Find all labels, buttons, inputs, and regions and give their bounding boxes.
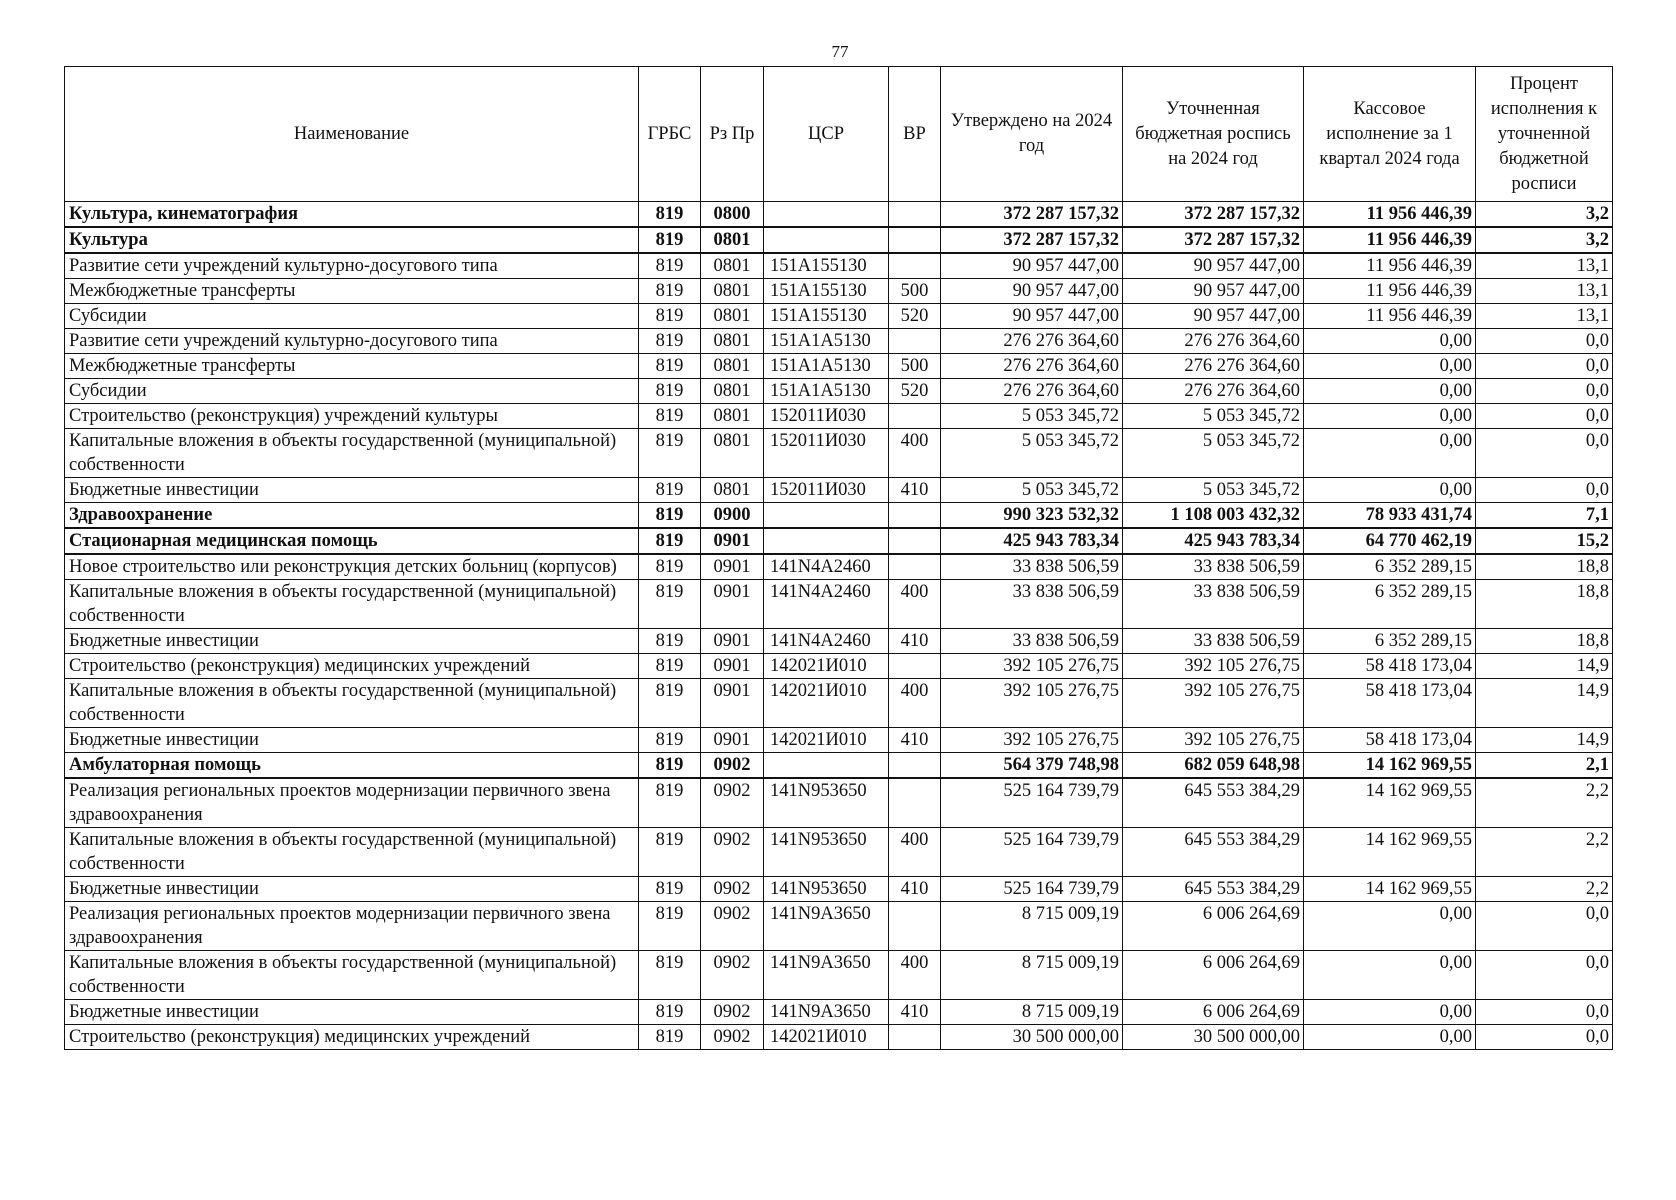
cell-refined: 1 108 003 432,32 <box>1123 503 1304 529</box>
cell-grbs: 819 <box>639 629 701 654</box>
cell-name: Межбюджетные трансферты <box>65 279 639 304</box>
cell-grbs: 819 <box>639 429 701 478</box>
table-row-section <box>65 503 1613 529</box>
cell-percent: 14,9 <box>1476 728 1613 753</box>
cell-csr: 142021И010 <box>764 1025 889 1050</box>
cell-approved: 90 957 447,00 <box>941 253 1123 279</box>
cell-refined: 392 105 276,75 <box>1123 728 1304 753</box>
table-row-section <box>65 202 1613 228</box>
cell-cash: 0,00 <box>1304 902 1476 951</box>
cell-name: Капитальные вложения в объекты государственной (муниципальной) собственности <box>65 828 639 877</box>
cell-rzpr: 0902 <box>701 902 764 951</box>
cell-cash: 0,00 <box>1304 478 1476 503</box>
cell-approved: 392 105 276,75 <box>941 728 1123 753</box>
cell-name: Новое строительство или реконструкция детских больниц (корпусов) <box>65 554 639 580</box>
cell-vr: 520 <box>889 379 941 404</box>
cell-csr: 151A1A5130 <box>764 379 889 404</box>
cell-csr: 141N4A2460 <box>764 580 889 629</box>
cell-approved: 425 943 783,34 <box>941 528 1123 554</box>
cell-vr <box>889 1025 941 1050</box>
cell-refined: 6 006 264,69 <box>1123 1000 1304 1025</box>
cell-refined: 276 276 364,60 <box>1123 354 1304 379</box>
cell-refined: 5 053 345,72 <box>1123 478 1304 503</box>
cell-name: Культура, кинематография <box>65 202 639 228</box>
cell-rzpr: 0901 <box>701 580 764 629</box>
cell-cash: 58 418 173,04 <box>1304 654 1476 679</box>
cell-cash: 58 418 173,04 <box>1304 679 1476 728</box>
cell-rzpr: 0901 <box>701 528 764 554</box>
cell-rzpr: 0801 <box>701 478 764 503</box>
cell-rzpr: 0901 <box>701 679 764 728</box>
cell-name: Капитальные вложения в объекты государственной (муниципальной) собственности <box>65 429 639 478</box>
cell-refined: 5 053 345,72 <box>1123 429 1304 478</box>
table-row <box>65 253 1613 279</box>
table-row-section <box>65 528 1613 554</box>
cell-csr: 152011И030 <box>764 429 889 478</box>
cell-approved: 990 323 532,32 <box>941 503 1123 529</box>
cell-vr: 410 <box>889 877 941 902</box>
cell-csr <box>764 753 889 779</box>
cell-grbs: 819 <box>639 478 701 503</box>
cell-grbs: 819 <box>639 654 701 679</box>
cell-percent: 0,0 <box>1476 354 1613 379</box>
cell-percent: 18,8 <box>1476 629 1613 654</box>
cell-cash: 14 162 969,55 <box>1304 753 1476 779</box>
cell-vr <box>889 654 941 679</box>
cell-name: Бюджетные инвестиции <box>65 728 639 753</box>
cell-csr: 151A155130 <box>764 279 889 304</box>
cell-cash: 11 956 446,39 <box>1304 304 1476 329</box>
table-row <box>65 279 1613 304</box>
cell-percent: 18,8 <box>1476 580 1613 629</box>
cell-cash: 0,00 <box>1304 951 1476 1000</box>
cell-grbs: 819 <box>639 379 701 404</box>
cell-approved: 392 105 276,75 <box>941 679 1123 728</box>
cell-percent: 0,0 <box>1476 1000 1613 1025</box>
table-row <box>65 629 1613 654</box>
cell-refined: 645 553 384,29 <box>1123 828 1304 877</box>
table-row <box>65 877 1613 902</box>
cell-vr <box>889 202 941 228</box>
cell-rzpr: 0902 <box>701 1000 764 1025</box>
cell-name: Субсидии <box>65 379 639 404</box>
cell-cash: 0,00 <box>1304 429 1476 478</box>
cell-cash: 14 162 969,55 <box>1304 877 1476 902</box>
cell-name: Реализация региональных проектов модернизации первичного звена здравоохранения <box>65 902 639 951</box>
cell-csr <box>764 227 889 253</box>
cell-percent: 13,1 <box>1476 253 1613 279</box>
cell-refined: 6 006 264,69 <box>1123 902 1304 951</box>
cell-csr: 142021И010 <box>764 728 889 753</box>
table-row <box>65 728 1613 753</box>
table-row-section <box>65 753 1613 779</box>
table-row <box>65 778 1613 828</box>
cell-name: Реализация региональных проектов модернизации первичного звена здравоохранения <box>65 778 639 828</box>
cell-cash: 64 770 462,19 <box>1304 528 1476 554</box>
cell-cash: 0,00 <box>1304 404 1476 429</box>
cell-cash: 6 352 289,15 <box>1304 629 1476 654</box>
cell-grbs: 819 <box>639 554 701 580</box>
cell-refined: 33 838 506,59 <box>1123 629 1304 654</box>
cell-csr: 141N4A2460 <box>764 554 889 580</box>
cell-name: Бюджетные инвестиции <box>65 629 639 654</box>
cell-refined: 392 105 276,75 <box>1123 679 1304 728</box>
budget-execution-table <box>64 66 1613 1050</box>
cell-vr: 400 <box>889 580 941 629</box>
header-rzpr: Рз Пр <box>701 67 764 202</box>
cell-rzpr: 0902 <box>701 1025 764 1050</box>
table-row <box>65 679 1613 728</box>
cell-approved: 276 276 364,60 <box>941 354 1123 379</box>
cell-name: Бюджетные инвестиции <box>65 478 639 503</box>
table-row <box>65 304 1613 329</box>
header-grbs: ГРБС <box>639 67 701 202</box>
cell-refined: 682 059 648,98 <box>1123 753 1304 779</box>
cell-rzpr: 0901 <box>701 554 764 580</box>
cell-csr <box>764 503 889 529</box>
cell-refined: 33 838 506,59 <box>1123 580 1304 629</box>
cell-refined: 276 276 364,60 <box>1123 379 1304 404</box>
cell-approved: 525 164 739,79 <box>941 877 1123 902</box>
cell-approved: 5 053 345,72 <box>941 478 1123 503</box>
cell-percent: 2,2 <box>1476 828 1613 877</box>
cell-rzpr: 0801 <box>701 227 764 253</box>
cell-approved: 33 838 506,59 <box>941 580 1123 629</box>
cell-cash: 11 956 446,39 <box>1304 279 1476 304</box>
table-row <box>65 902 1613 951</box>
cell-cash: 0,00 <box>1304 329 1476 354</box>
cell-grbs: 819 <box>639 902 701 951</box>
cell-vr: 410 <box>889 1000 941 1025</box>
cell-approved: 30 500 000,00 <box>941 1025 1123 1050</box>
table-row <box>65 951 1613 1000</box>
table-row <box>65 478 1613 503</box>
cell-name: Капитальные вложения в объекты государственной (муниципальной) собственности <box>65 580 639 629</box>
page-number: 77 <box>831 42 849 61</box>
table-row <box>65 828 1613 877</box>
cell-vr: 500 <box>889 354 941 379</box>
cell-percent: 0,0 <box>1476 429 1613 478</box>
cell-approved: 5 053 345,72 <box>941 429 1123 478</box>
cell-grbs: 819 <box>639 728 701 753</box>
cell-refined: 425 943 783,34 <box>1123 528 1304 554</box>
cell-name: Стационарная медицинская помощь <box>65 528 639 554</box>
cell-vr: 400 <box>889 951 941 1000</box>
cell-csr: 151A1A5130 <box>764 354 889 379</box>
cell-approved: 33 838 506,59 <box>941 554 1123 580</box>
cell-vr: 400 <box>889 429 941 478</box>
header-cash: Кассовое исполнение за 1 квартал 2024 года <box>1304 67 1476 202</box>
cell-csr: 151A1A5130 <box>764 329 889 354</box>
cell-cash: 0,00 <box>1304 379 1476 404</box>
cell-name: Капитальные вложения в объекты государственной (муниципальной) собственности <box>65 679 639 728</box>
cell-percent: 13,1 <box>1476 279 1613 304</box>
cell-csr: 142021И010 <box>764 654 889 679</box>
cell-name: Амбулаторная помощь <box>65 753 639 779</box>
cell-refined: 645 553 384,29 <box>1123 778 1304 828</box>
cell-percent: 14,9 <box>1476 679 1613 728</box>
cell-approved: 90 957 447,00 <box>941 304 1123 329</box>
table-row <box>65 404 1613 429</box>
cell-rzpr: 0900 <box>701 503 764 529</box>
cell-csr: 141N953650 <box>764 778 889 828</box>
cell-approved: 525 164 739,79 <box>941 778 1123 828</box>
cell-vr <box>889 753 941 779</box>
cell-rzpr: 0902 <box>701 877 764 902</box>
cell-refined: 372 287 157,32 <box>1123 202 1304 228</box>
cell-rzpr: 0801 <box>701 329 764 354</box>
cell-vr <box>889 227 941 253</box>
cell-percent: 14,9 <box>1476 654 1613 679</box>
cell-name: Культура <box>65 227 639 253</box>
cell-percent: 0,0 <box>1476 379 1613 404</box>
cell-cash: 58 418 173,04 <box>1304 728 1476 753</box>
cell-name: Капитальные вложения в объекты государственной (муниципальной) собственности <box>65 951 639 1000</box>
cell-name: Бюджетные инвестиции <box>65 877 639 902</box>
cell-vr: 400 <box>889 679 941 728</box>
cell-csr: 151A155130 <box>764 304 889 329</box>
cell-percent: 15,2 <box>1476 528 1613 554</box>
cell-csr: 141N9A3650 <box>764 951 889 1000</box>
cell-grbs: 819 <box>639 877 701 902</box>
cell-name: Развитие сети учреждений культурно-досугового типа <box>65 329 639 354</box>
cell-csr: 141N953650 <box>764 828 889 877</box>
cell-vr: 410 <box>889 629 941 654</box>
header-vr: ВР <box>889 67 941 202</box>
cell-percent: 0,0 <box>1476 329 1613 354</box>
cell-percent: 0,0 <box>1476 478 1613 503</box>
cell-vr: 520 <box>889 304 941 329</box>
cell-grbs: 819 <box>639 503 701 529</box>
cell-csr: 142021И010 <box>764 679 889 728</box>
cell-approved: 276 276 364,60 <box>941 379 1123 404</box>
cell-rzpr: 0801 <box>701 379 764 404</box>
cell-cash: 14 162 969,55 <box>1304 828 1476 877</box>
cell-percent: 2,1 <box>1476 753 1613 779</box>
cell-grbs: 819 <box>639 304 701 329</box>
header-row <box>65 67 1613 202</box>
cell-cash: 0,00 <box>1304 1000 1476 1025</box>
cell-vr <box>889 253 941 279</box>
table-row-section <box>65 227 1613 253</box>
table-row <box>65 329 1613 354</box>
cell-approved: 525 164 739,79 <box>941 828 1123 877</box>
cell-grbs: 819 <box>639 528 701 554</box>
cell-cash: 0,00 <box>1304 354 1476 379</box>
cell-csr: 141N9A3650 <box>764 1000 889 1025</box>
cell-grbs: 819 <box>639 778 701 828</box>
cell-percent: 2,2 <box>1476 877 1613 902</box>
cell-vr: 410 <box>889 478 941 503</box>
cell-name: Субсидии <box>65 304 639 329</box>
cell-vr <box>889 404 941 429</box>
cell-grbs: 819 <box>639 329 701 354</box>
cell-approved: 5 053 345,72 <box>941 404 1123 429</box>
cell-rzpr: 0801 <box>701 404 764 429</box>
header-refined: Уточненная бюджетная роспись на 2024 год <box>1123 67 1304 202</box>
header-csr: ЦСР <box>764 67 889 202</box>
cell-grbs: 819 <box>639 253 701 279</box>
cell-rzpr: 0800 <box>701 202 764 228</box>
cell-refined: 6 006 264,69 <box>1123 951 1304 1000</box>
cell-vr <box>889 778 941 828</box>
cell-cash: 11 956 446,39 <box>1304 253 1476 279</box>
table-row <box>65 1000 1613 1025</box>
table-row <box>65 554 1613 580</box>
cell-name: Строительство (реконструкция) медицинских учреждений <box>65 1025 639 1050</box>
cell-csr: 151A155130 <box>764 253 889 279</box>
cell-name: Развитие сети учреждений культурно-досугового типа <box>65 253 639 279</box>
cell-vr <box>889 554 941 580</box>
cell-cash: 78 933 431,74 <box>1304 503 1476 529</box>
cell-cash: 11 956 446,39 <box>1304 227 1476 253</box>
cell-refined: 645 553 384,29 <box>1123 877 1304 902</box>
cell-csr <box>764 202 889 228</box>
cell-csr: 141N4A2460 <box>764 629 889 654</box>
header-approved: Утверждено на 2024 год <box>941 67 1123 202</box>
cell-grbs: 819 <box>639 279 701 304</box>
cell-approved: 33 838 506,59 <box>941 629 1123 654</box>
cell-name: Строительство (реконструкция) учреждений культуры <box>65 404 639 429</box>
cell-grbs: 819 <box>639 753 701 779</box>
table-body <box>65 202 1613 1050</box>
cell-percent: 13,1 <box>1476 304 1613 329</box>
cell-csr: 141N953650 <box>764 877 889 902</box>
table-row <box>65 1025 1613 1050</box>
cell-rzpr: 0902 <box>701 951 764 1000</box>
table-row <box>65 429 1613 478</box>
cell-cash: 6 352 289,15 <box>1304 580 1476 629</box>
cell-cash: 0,00 <box>1304 1025 1476 1050</box>
cell-rzpr: 0801 <box>701 304 764 329</box>
header-name: Наименование <box>65 67 639 202</box>
cell-grbs: 819 <box>639 828 701 877</box>
cell-grbs: 819 <box>639 679 701 728</box>
cell-percent: 0,0 <box>1476 951 1613 1000</box>
cell-percent: 0,0 <box>1476 902 1613 951</box>
cell-refined: 90 957 447,00 <box>1123 279 1304 304</box>
cell-rzpr: 0801 <box>701 354 764 379</box>
cell-refined: 90 957 447,00 <box>1123 253 1304 279</box>
cell-approved: 372 287 157,32 <box>941 227 1123 253</box>
cell-cash: 11 956 446,39 <box>1304 202 1476 228</box>
cell-rzpr: 0902 <box>701 753 764 779</box>
cell-refined: 33 838 506,59 <box>1123 554 1304 580</box>
cell-grbs: 819 <box>639 227 701 253</box>
cell-csr <box>764 528 889 554</box>
cell-grbs: 819 <box>639 580 701 629</box>
cell-csr: 141N9A3650 <box>764 902 889 951</box>
cell-csr: 152011И030 <box>764 404 889 429</box>
cell-grbs: 819 <box>639 404 701 429</box>
cell-refined: 90 957 447,00 <box>1123 304 1304 329</box>
cell-vr: 500 <box>889 279 941 304</box>
cell-cash: 6 352 289,15 <box>1304 554 1476 580</box>
cell-approved: 8 715 009,19 <box>941 951 1123 1000</box>
cell-rzpr: 0901 <box>701 654 764 679</box>
cell-csr: 152011И030 <box>764 478 889 503</box>
cell-grbs: 819 <box>639 202 701 228</box>
cell-approved: 372 287 157,32 <box>941 202 1123 228</box>
cell-approved: 392 105 276,75 <box>941 654 1123 679</box>
cell-rzpr: 0801 <box>701 429 764 478</box>
cell-refined: 30 500 000,00 <box>1123 1025 1304 1050</box>
cell-vr <box>889 902 941 951</box>
cell-refined: 5 053 345,72 <box>1123 404 1304 429</box>
cell-grbs: 819 <box>639 951 701 1000</box>
cell-vr <box>889 329 941 354</box>
cell-percent: 0,0 <box>1476 404 1613 429</box>
cell-percent: 0,0 <box>1476 1025 1613 1050</box>
cell-refined: 372 287 157,32 <box>1123 227 1304 253</box>
cell-vr: 400 <box>889 828 941 877</box>
header-percent: Процент исполнения к уточненной бюджетной росписи <box>1476 67 1613 202</box>
table-row <box>65 580 1613 629</box>
cell-vr <box>889 528 941 554</box>
cell-percent: 3,2 <box>1476 227 1613 253</box>
table-row <box>65 379 1613 404</box>
cell-name: Межбюджетные трансферты <box>65 354 639 379</box>
cell-vr: 410 <box>889 728 941 753</box>
cell-refined: 392 105 276,75 <box>1123 654 1304 679</box>
cell-rzpr: 0902 <box>701 778 764 828</box>
cell-percent: 2,2 <box>1476 778 1613 828</box>
cell-rzpr: 0801 <box>701 253 764 279</box>
table-row <box>65 354 1613 379</box>
cell-rzpr: 0901 <box>701 629 764 654</box>
cell-approved: 564 379 748,98 <box>941 753 1123 779</box>
cell-approved: 8 715 009,19 <box>941 902 1123 951</box>
cell-approved: 90 957 447,00 <box>941 279 1123 304</box>
cell-grbs: 819 <box>639 1000 701 1025</box>
budget-table-container <box>64 66 1612 1050</box>
cell-name: Строительство (реконструкция) медицинских учреждений <box>65 654 639 679</box>
cell-rzpr: 0901 <box>701 728 764 753</box>
cell-grbs: 819 <box>639 1025 701 1050</box>
table-row <box>65 654 1613 679</box>
cell-approved: 276 276 364,60 <box>941 329 1123 354</box>
table-header <box>65 67 1613 202</box>
cell-approved: 8 715 009,19 <box>941 1000 1123 1025</box>
cell-rzpr: 0801 <box>701 279 764 304</box>
cell-cash: 14 162 969,55 <box>1304 778 1476 828</box>
cell-name: Бюджетные инвестиции <box>65 1000 639 1025</box>
cell-vr <box>889 503 941 529</box>
cell-percent: 3,2 <box>1476 202 1613 228</box>
cell-name: Здравоохранение <box>65 503 639 529</box>
cell-percent: 7,1 <box>1476 503 1613 529</box>
cell-refined: 276 276 364,60 <box>1123 329 1304 354</box>
cell-grbs: 819 <box>639 354 701 379</box>
cell-rzpr: 0902 <box>701 828 764 877</box>
cell-percent: 18,8 <box>1476 554 1613 580</box>
